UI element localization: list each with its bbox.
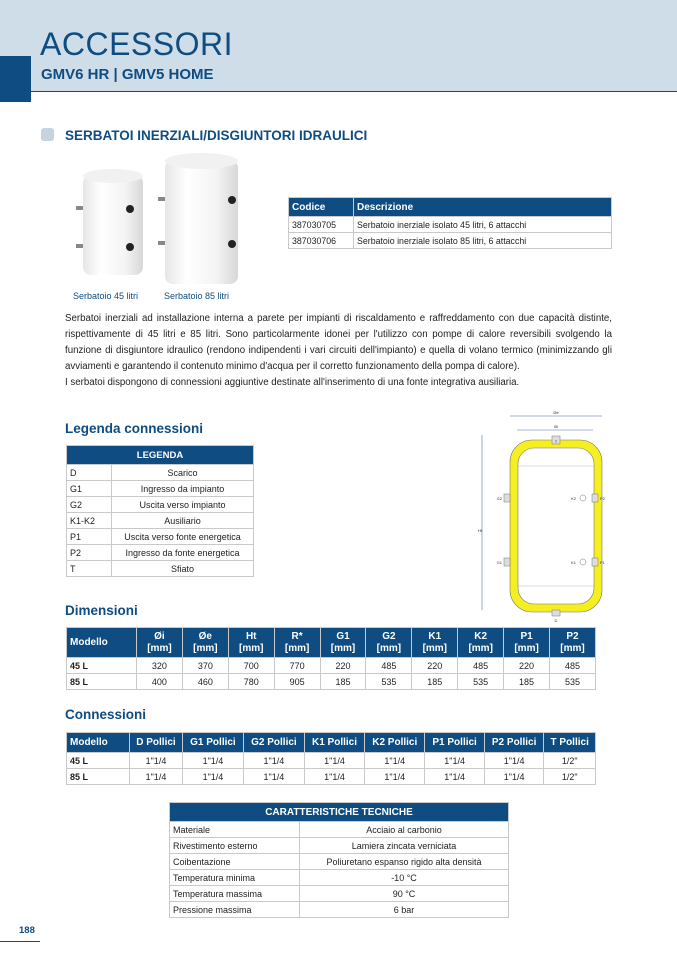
legend-code: P1 <box>67 529 112 545</box>
tech-table <box>169 802 509 918</box>
dim-cell: 400 <box>137 674 183 690</box>
footer-divider <box>0 941 40 942</box>
tank-body <box>518 448 594 604</box>
legend-code: P2 <box>67 545 112 561</box>
caption-45: Serbatoio 45 litri <box>73 291 139 301</box>
tech-value: -10 °C <box>300 870 509 886</box>
table-row <box>170 886 509 902</box>
conn-cell: 1"1/4 <box>484 769 544 785</box>
tech-label: Rivestimento esterno <box>170 838 300 854</box>
tech-header: CARATTERISTICHE TECNICHE <box>170 803 509 822</box>
dim-cell: 535 <box>458 674 504 690</box>
fitting-p1 <box>592 558 598 566</box>
table-row <box>67 497 254 513</box>
dimensions-table <box>66 627 596 690</box>
dim-cell: 460 <box>182 674 228 690</box>
table-row <box>170 902 509 918</box>
label-k2: K2 <box>571 496 576 501</box>
page-subtitle: GMV6 HR | GMV5 HOME <box>41 66 214 83</box>
label-d: D <box>554 618 558 623</box>
fitting-g1 <box>504 558 510 566</box>
conn-cell: 1"1/4 <box>182 769 243 785</box>
conn-header: P1 Pollici <box>425 733 485 753</box>
codes-table <box>288 197 612 249</box>
dim-cell: 535 <box>550 674 596 690</box>
label-p1: P1 <box>600 560 605 565</box>
dim-cell: 485 <box>366 658 412 674</box>
description-paragraph: I serbatoi dispongono di connessioni aggiuntive destinate all'inserimento di una fonte integrativa ausiliaria. <box>65 377 520 388</box>
dim-cell: 220 <box>504 658 550 674</box>
legend-desc: Ingresso da impianto <box>112 481 254 497</box>
dim-header: Øi [mm] <box>137 628 183 658</box>
connections-heading: Connessioni <box>65 707 147 722</box>
header-accent-bar <box>0 56 31 102</box>
label-p2: P2 <box>600 496 605 501</box>
tech-label: Temperatura massima <box>170 886 300 902</box>
description-cell: Serbatoio inerziale isolato 85 litri, 6 attacchi <box>354 233 612 249</box>
conn-cell: 1"1/4 <box>425 753 485 769</box>
conn-cell: 1"1/4 <box>182 753 243 769</box>
tech-value: Acciaio al carbonio <box>300 822 509 838</box>
conn-cell: 1/2" <box>544 769 596 785</box>
conn-header: G2 Pollici <box>243 733 304 753</box>
tech-label: Pressione massima <box>170 902 300 918</box>
description-paragraph: Serbatoi inerziali ad installazione interna a parete per impianti di riscaldamento e raffreddamento con due capacità distinte, rispettivamente di 45 litri e 85 litri. Sono particolarmente idonei per l'utilizzo con pompe di calore reversibili svolgendo la funzione di disgiuntore idraulico (rendono indipendenti i vari circuiti dell'impianto) e quella di volano termico (minimizzando gli avviamenti e garantendo il contenuto minimo d'acqua per il corretto funzionamento della pompa di calore). <box>65 313 612 372</box>
dim-cell: 485 <box>550 658 596 674</box>
legend-code: T <box>67 561 112 577</box>
legend-desc: Sfiato <box>112 561 254 577</box>
legend-desc: Scarico <box>112 465 254 481</box>
tech-value: 6 bar <box>300 902 509 918</box>
dim-cell: 535 <box>366 674 412 690</box>
conn-cell: 1"1/4 <box>130 753 183 769</box>
label-ht: Ht <box>478 528 482 533</box>
table-row <box>170 854 509 870</box>
dim-header: P2 [mm] <box>550 628 596 658</box>
table-row <box>67 769 596 785</box>
legend-code: K1-K2 <box>67 513 112 529</box>
dim-cell: 485 <box>458 658 504 674</box>
fitting-k1 <box>580 559 586 565</box>
header-divider <box>31 91 677 92</box>
code-cell: 387030706 <box>289 233 354 249</box>
fitting-g2 <box>504 494 510 502</box>
fitting-d <box>552 610 560 616</box>
connections-table <box>66 732 596 785</box>
tech-label: Temperatura minima <box>170 870 300 886</box>
table-row <box>67 561 254 577</box>
dim-cell: 370 <box>182 658 228 674</box>
conn-cell: 1"1/4 <box>304 769 364 785</box>
conn-cell: 1"1/4 <box>484 753 544 769</box>
fitting-k2 <box>580 495 586 501</box>
table-row <box>67 529 254 545</box>
conn-cell: 85 L <box>67 769 130 785</box>
conn-cell: 1"1/4 <box>243 769 304 785</box>
label-de: Øe <box>553 410 559 415</box>
dim-cell: 220 <box>412 658 458 674</box>
table-row <box>289 217 612 233</box>
table-row <box>67 658 596 674</box>
dim-cell: 320 <box>137 658 183 674</box>
conn-cell: 1"1/4 <box>425 769 485 785</box>
conn-header: P2 Pollici <box>484 733 544 753</box>
page-title: ACCESSORI <box>40 26 233 62</box>
legend-header: LEGENDA <box>67 446 254 465</box>
dim-header: G1 [mm] <box>320 628 366 658</box>
conn-header: Modello <box>67 733 130 753</box>
label-t: T <box>554 439 558 444</box>
dim-header: K1 [mm] <box>412 628 458 658</box>
section-bullet-icon <box>41 128 54 141</box>
table-row <box>170 822 509 838</box>
codes-header-description: Descrizione <box>354 198 612 217</box>
dimensions-heading: Dimensioni <box>65 603 138 618</box>
conn-header: T Pollici <box>544 733 596 753</box>
legend-desc: Ingresso da fonte energetica <box>112 545 254 561</box>
label-k1: K1 <box>571 560 576 565</box>
table-row <box>67 674 596 690</box>
conn-header: D Pollici <box>130 733 183 753</box>
label-di: Øi <box>554 424 558 429</box>
dim-header-model: Modello <box>67 628 137 658</box>
table-row <box>67 465 254 481</box>
legend-code: G1 <box>67 481 112 497</box>
tech-value: 90 °C <box>300 886 509 902</box>
table-row <box>67 481 254 497</box>
dim-cell: 185 <box>412 674 458 690</box>
conn-header: K1 Pollici <box>304 733 364 753</box>
conn-cell: 1"1/4 <box>365 753 425 769</box>
description-cell: Serbatoio inerziale isolato 45 litri, 6 attacchi <box>354 217 612 233</box>
dim-cell: 220 <box>320 658 366 674</box>
label-g2: G2 <box>496 496 502 501</box>
table-row <box>67 513 254 529</box>
conn-cell: 1"1/4 <box>130 769 183 785</box>
dim-header: K2 [mm] <box>458 628 504 658</box>
dim-header: Øe [mm] <box>182 628 228 658</box>
label-g1: G1 <box>496 560 502 565</box>
dim-cell: 185 <box>504 674 550 690</box>
dim-cell: 45 L <box>67 658 137 674</box>
legend-desc: Uscita verso fonte energetica <box>112 529 254 545</box>
tech-label: Materiale <box>170 822 300 838</box>
codes-header-code: Codice <box>289 198 354 217</box>
section-title: SERBATOI INERZIALI/DISGIUNTORI IDRAULICI <box>65 128 368 143</box>
page-number: 188 <box>19 925 35 936</box>
dim-cell: 700 <box>228 658 274 674</box>
conn-cell: 1"1/4 <box>304 753 364 769</box>
dim-header: G2 [mm] <box>366 628 412 658</box>
table-row <box>67 753 596 769</box>
legend-code: G2 <box>67 497 112 513</box>
table-row <box>289 233 612 249</box>
legend-desc: Uscita verso impianto <box>112 497 254 513</box>
tank-diagram <box>472 410 622 625</box>
conn-cell: 1"1/4 <box>243 753 304 769</box>
tech-label: Coibentazione <box>170 854 300 870</box>
dim-header: Ht [mm] <box>228 628 274 658</box>
legend-heading: Legenda connessioni <box>65 421 204 436</box>
table-row <box>170 870 509 886</box>
dim-cell: 905 <box>274 674 320 690</box>
description-text <box>65 311 612 391</box>
conn-cell: 1/2" <box>544 753 596 769</box>
dim-cell: 780 <box>228 674 274 690</box>
code-cell: 387030705 <box>289 217 354 233</box>
legend-desc: Ausiliario <box>112 513 254 529</box>
dim-cell: 85 L <box>67 674 137 690</box>
legend-table <box>66 445 254 577</box>
caption-85: Serbatoio 85 litri <box>164 291 230 301</box>
tech-value: Poliuretano espanso rigido alta densità <box>300 854 509 870</box>
dim-header: P1 [mm] <box>504 628 550 658</box>
dim-header: R* [mm] <box>274 628 320 658</box>
conn-header: K2 Pollici <box>365 733 425 753</box>
fitting-p2 <box>592 494 598 502</box>
dim-cell: 770 <box>274 658 320 674</box>
conn-cell: 1"1/4 <box>365 769 425 785</box>
conn-header: G1 Pollici <box>182 733 243 753</box>
legend-code: D <box>67 465 112 481</box>
table-row <box>170 838 509 854</box>
table-row <box>67 545 254 561</box>
dim-cell: 185 <box>320 674 366 690</box>
tech-value: Lamiera zincata verniciata <box>300 838 509 854</box>
conn-cell: 45 L <box>67 753 130 769</box>
